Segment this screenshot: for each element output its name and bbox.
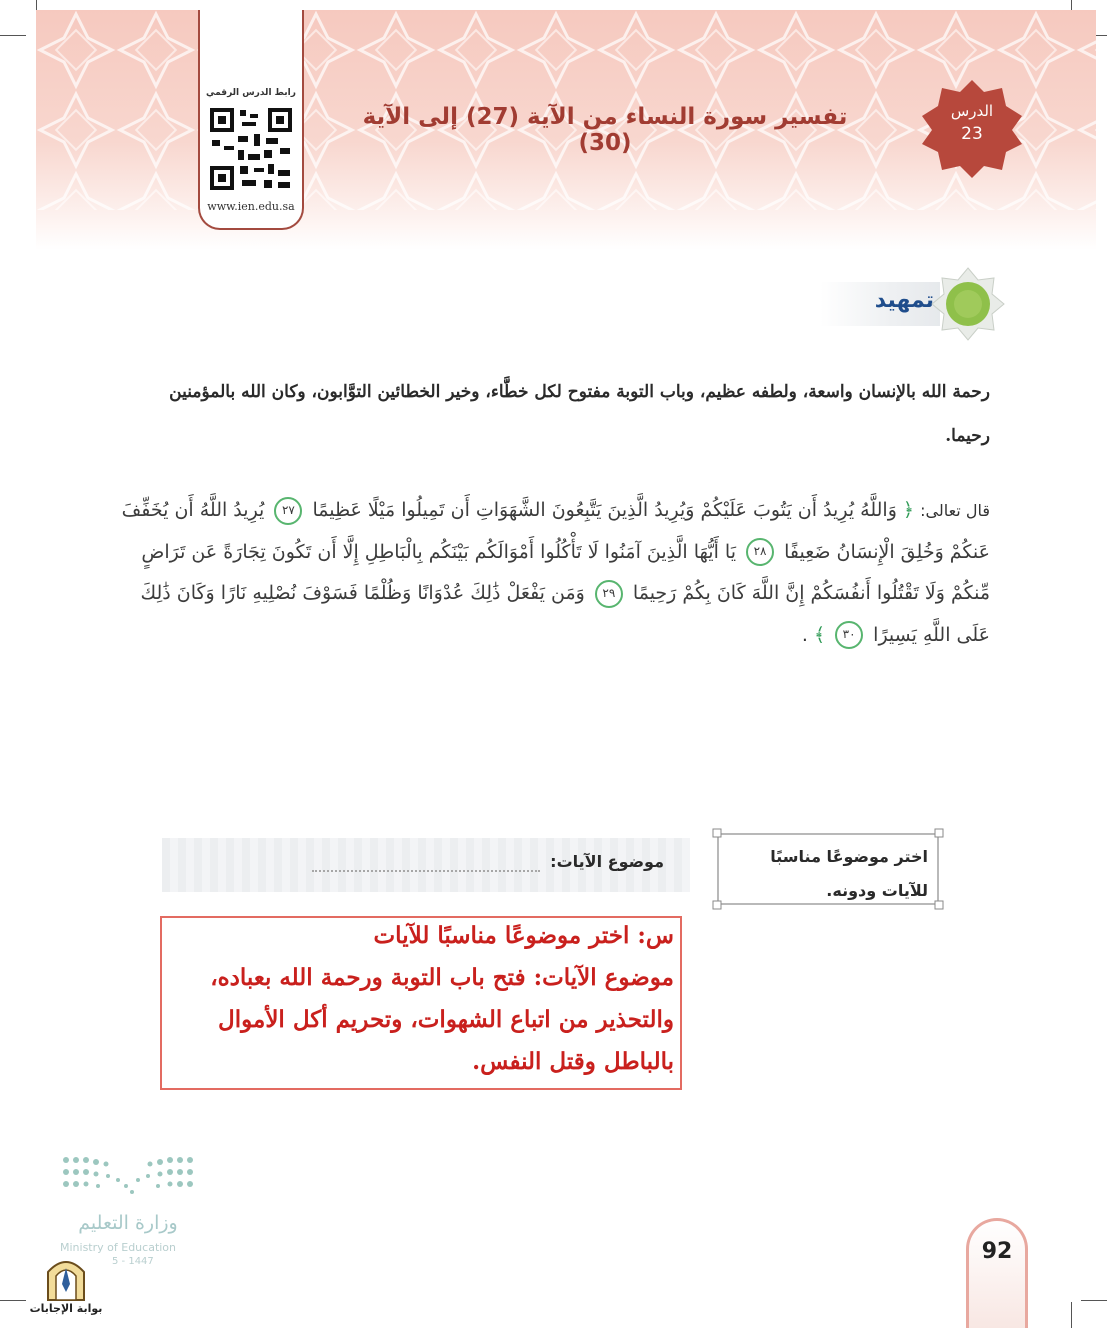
verse-end-mark: .	[801, 623, 808, 646]
lesson-badge	[920, 78, 1024, 178]
answer-line: والتحذير من اتباع الشهوات، وتحريم أكل الأموال	[218, 1006, 674, 1033]
ministry-logo	[58, 1150, 208, 1267]
task-line: للآيات ودونه.	[826, 881, 928, 900]
topic-label: موضوع الآيات:	[550, 852, 664, 871]
answers-portal-watermark	[26, 1254, 106, 1320]
crop-mark	[1081, 1300, 1107, 1301]
verse-text: يَا أَيُّهَا الَّذِينَ آمَنُوا لَا تَأْكُلُوا أَمْوَالَكُم بَيْنَكُم بِالْبَاطِلِ إِلَّا أَن تَكُونَ تِجَارَةً عَن تَرَاضٍ مِّنكُمْ وَلَا تَقْتُلُوا أَنفُسَكُمْ إِنَّ اللَّهَ كَانَ بِكُمْ رَحِيمًا	[141, 540, 990, 604]
lesson-label: الدرس	[950, 102, 994, 120]
ayah-number: ٣٠	[835, 621, 863, 649]
crop-mark	[0, 1300, 26, 1301]
answer-line: س: اختر موضوعًا مناسبًا للآيات	[373, 922, 674, 949]
topic-answer-field[interactable]	[162, 838, 690, 892]
ayah-number: ٢٩	[595, 580, 623, 608]
ministry-year: 5 - 1447	[112, 1256, 154, 1267]
page-number-tab	[966, 1218, 1028, 1328]
verse-text: يُرِيدُ اللَّهُ أَن يُخَفِّفَ عَنكُمْ وَخُلِقَ الْإِنسَانُ ضَعِيفًا	[121, 499, 990, 563]
verse-text: وَمَن يَفْعَلْ ذَٰلِكَ عُدْوَانًا وَظُلْمًا فَسَوْفَ نُصْلِيهِ نَارًا وَكَانَ ذَٰلِكَ عَلَى اللَّهِ يَسِيرًا	[140, 582, 990, 646]
answer-line: موضوع الآيات: فتح باب التوبة ورحمة الله بعباده،	[210, 964, 674, 991]
quran-verses	[118, 490, 990, 660]
gate-logo-icon	[26, 1254, 106, 1302]
lesson-title: تفسير سورة النساء من الآية (27) إلى الآية (30)	[362, 104, 848, 156]
answer-line: بالباطل وقتل النفس.	[472, 1048, 674, 1075]
digital-lesson-qr-tab[interactable]	[198, 10, 304, 230]
watermark-text: بوابة الإجابات	[29, 1302, 103, 1315]
page-number: 92	[981, 1239, 1013, 1264]
intro-paragraph: رحمة الله بالإنسان واسعة، ولطفه عظيم، وباب التوبة مفتوح لكل خطَّاء، وخير الخطائين التوَّابون، وكان الله بالمؤمنين رحيما.	[169, 382, 990, 446]
task-instruction	[736, 840, 928, 908]
intro-heading	[820, 282, 940, 326]
crop-mark	[1071, 1302, 1072, 1328]
topic-dotted-line[interactable]	[312, 852, 540, 872]
verse-text: وَاللَّهُ يُرِيدُ أَن يَتُوبَ عَلَيْكُمْ وَيُرِيدُ الَّذِينَ يَتَّبِعُونَ الشَّهَوَاتِ أَن تَمِيلُوا مَيْلًا عَظِيمًا	[312, 499, 897, 521]
verse-open-bracket: ﴿	[902, 499, 915, 521]
lesson-number: 23	[961, 124, 983, 144]
ministry-dots-icon	[58, 1150, 198, 1206]
intro-heading-text: تمهيد	[874, 288, 934, 313]
flower-ornament-icon	[930, 266, 1006, 342]
qr-url[interactable]: www.ien.edu.sa	[207, 200, 295, 213]
crop-mark	[0, 35, 26, 36]
qr-code-icon[interactable]	[208, 106, 294, 192]
verse-lead: قال تعالى:	[920, 501, 990, 520]
ayah-number: ٢٨	[746, 538, 774, 566]
task-card	[712, 828, 944, 910]
verse-close-bracket: ﴾	[813, 623, 826, 646]
qr-caption: رابط الدرس الرقمي	[206, 88, 296, 98]
task-line: اختر موضوعًا مناسبًا	[770, 847, 928, 866]
ayah-number: ٢٧	[274, 497, 302, 525]
ministry-name-ar: وزارة التعليم	[78, 1212, 178, 1234]
ministry-name-en: Ministry of Education	[60, 1241, 177, 1254]
answer-box	[160, 916, 682, 1090]
